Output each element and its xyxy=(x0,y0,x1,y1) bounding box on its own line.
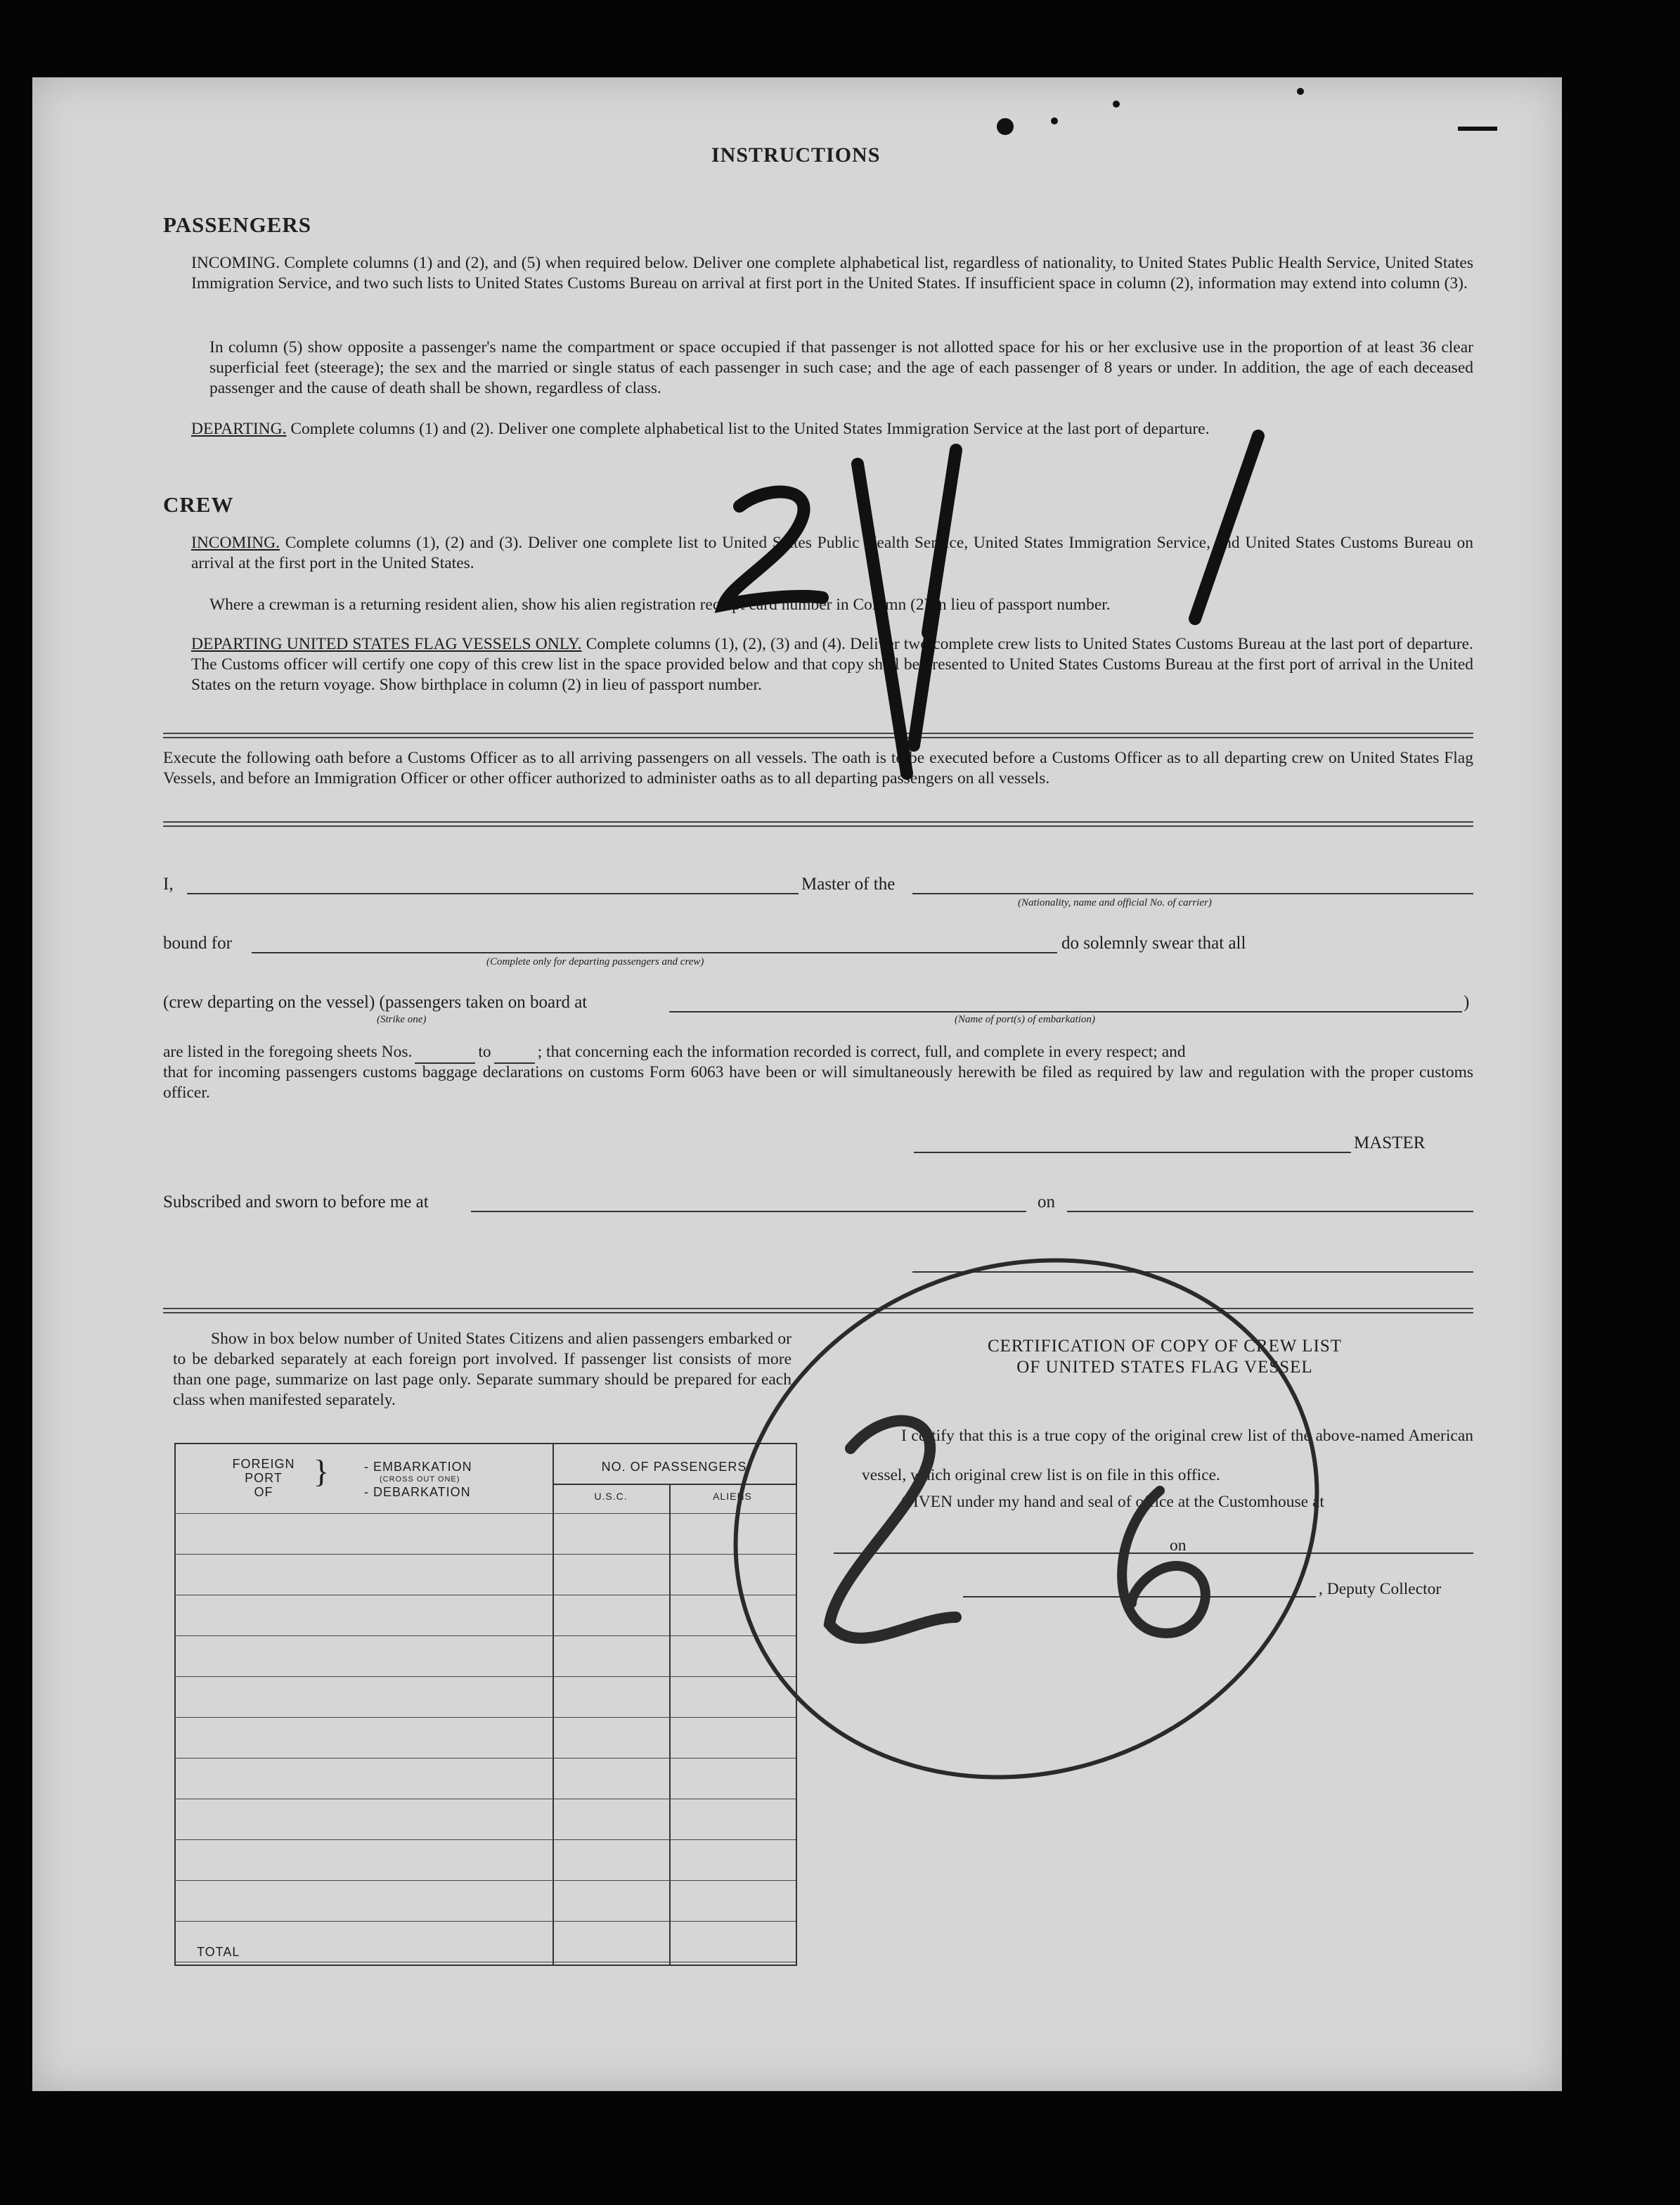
master-of-label: Master of the xyxy=(801,875,896,894)
total-label: TOTAL xyxy=(197,1945,240,1959)
passengers-incoming-label: INCOMING. xyxy=(191,254,280,272)
form-title: INSTRUCTIONS xyxy=(711,143,881,167)
on-label: on xyxy=(1038,1192,1055,1211)
col-no-of-passengers: NO. OF PASSENGERS xyxy=(601,1460,747,1474)
passengers-column5-paragraph: In column (5) show opposite a passenger's name the compartment or space occupied if that passenger is not allotted space for his or her exclusive use in the proportion of at least 36 clear superficial feet (steerage); the sex and the married or single status of each passenger in such case; and the age of each passenger of 8 years or under. In addition, the age of each deceased passenger and the cause of death shall be shown, regardless of class. xyxy=(209,338,1473,397)
crew-incoming-label: INCOMING. xyxy=(191,534,280,552)
bound-caption: (Complete only for departing passengers and crew) xyxy=(486,956,704,968)
passengers-departing-text: Complete columns (1) and (2). Deliver one complete alphabetical list to the United States Immigration Service at the last port of departure. xyxy=(286,420,1210,438)
handwritten-2-11 xyxy=(724,436,1258,773)
certification-title-line2: OF UNITED STATES FLAG VESSEL xyxy=(1016,1358,1313,1377)
col-usc: U.S.C. xyxy=(594,1491,628,1502)
crew-incoming-text: Complete columns (1), (2) and (3). Deliver one complete list to United States Public Health Service, United States Immigration Service, and United States Customs Bureau on arrival at the first port in the United States. xyxy=(191,534,1473,572)
oath-instruction: Execute the following oath before a Customs Officer as to all arriving passengers on all vessels. The oath is to be executed before a Customs Officer as to all departing crew on United States Flag Vessels, and before an Immigration Officer or other officer authorized to administer oaths as to all departing passengers on all vessels. xyxy=(163,749,1473,788)
strike-caption: (Strike one) xyxy=(377,1014,427,1025)
sheets-prefix: are listed in the foregoing sheets Nos. xyxy=(163,1043,413,1061)
master-label: MASTER xyxy=(1354,1133,1426,1152)
summary-instruction: Show in box below number of United States Citizens and alien passengers embarked or to be debarked separately at each foreign port involved. If passenger list consists of more than one page, summarize on last page only. Separate summary should be prepared for each class when manifested separately. xyxy=(173,1330,791,1409)
crew-departing-label: (crew departing on the vessel) (passengers taken on board at xyxy=(163,993,588,1012)
crew-heading: CREW xyxy=(163,492,234,517)
swear-label: do solemnly swear that all xyxy=(1061,934,1246,953)
passengers-departing-label: DEPARTING. xyxy=(191,420,287,438)
scan-specks xyxy=(997,88,1497,135)
digit-1-a xyxy=(914,450,956,745)
given-text: GIVEN under my hand and seal of office at the Customhouse at xyxy=(901,1493,1324,1511)
crew-resident-paragraph: Where a crewman is a returning resident alien, show his alien registration receipt card number in Column (2) in lieu of passport number. xyxy=(209,596,1111,614)
port-caption: (Name of port(s) of embarkation) xyxy=(955,1014,1095,1025)
crew-departing-text: Complete columns (1), (2), (3) and (4). Deliver two complete crew lists to United States Customs Bureau at the last port of departure. The Customs officer will certify one copy of this crew list in the space provided below and that copy shall be presented to United States Customs Bureau at the first port of arrival in the United States on the return voyage. Show birthplace in column (2) in lieu of passport number. xyxy=(191,635,1473,694)
circle-mark xyxy=(662,1180,1390,1858)
slash-mark xyxy=(858,464,907,773)
deputy-collector-label: , Deputy Collector xyxy=(1319,1580,1442,1598)
col-debarkation: - DEBARKATION xyxy=(364,1485,471,1499)
digit-1-b xyxy=(1195,436,1258,619)
passengers-incoming-text: Complete columns (1) and (2), and (5) when required below. Deliver one complete alphabetical list, regardless of nationality, to United States Public Health Service, United States Immigration Service, and two such lists to United States Customs Bureau on arrival at first port in the United States. If insufficient space in column (2), information may extend into column (3). xyxy=(191,254,1473,292)
col-aliens: ALIENS xyxy=(713,1491,752,1502)
subscribed-label: Subscribed and sworn to before me at xyxy=(163,1192,429,1211)
bound-for-label: bound for xyxy=(163,934,232,953)
digit-6-large xyxy=(1122,1491,1206,1633)
certification-text: I certify that this is a true copy of the original crew list of the above-named American vessel, which original crew list is on file in this office. xyxy=(862,1427,1473,1484)
speck xyxy=(1113,101,1120,108)
brace-icon: } xyxy=(314,1453,330,1489)
sheets-to: to xyxy=(478,1043,491,1061)
close-paren: ) xyxy=(1463,993,1470,1012)
certification-title-line1: CERTIFICATION OF COPY OF CREW LIST xyxy=(987,1337,1343,1356)
passengers-heading: PASSENGERS xyxy=(163,212,311,237)
col-foreign-port: FOREIGN PORT OF xyxy=(232,1457,295,1499)
speck xyxy=(997,118,1014,135)
speck xyxy=(1458,127,1497,131)
speck xyxy=(1297,88,1304,95)
cert-on-label: on xyxy=(1170,1536,1187,1555)
circled-26 xyxy=(662,1180,1390,1858)
col-embarkation: - EMBARKATION xyxy=(364,1460,472,1474)
sheets-suffix: ; that concerning each the information recorded is correct, full, and complete in every respect; and xyxy=(537,1043,1186,1061)
carrier-caption: (Nationality, name and official No. of carrier) xyxy=(1018,897,1212,908)
statement-rest: that for incoming passengers customs baggage declarations on customs Form 6063 have been or will simultaneously herewith be filed as required by law and regulation with the proper customs officer. xyxy=(163,1063,1473,1102)
speck xyxy=(1051,117,1058,124)
crew-departing-label: DEPARTING UNITED STATES FLAG VESSELS ONLY. xyxy=(191,635,582,653)
digit-2-large xyxy=(829,1421,956,1638)
i-label: I, xyxy=(163,875,174,894)
digit-2 xyxy=(724,492,822,605)
cross-out-note: (CROSS OUT ONE) xyxy=(380,1475,460,1484)
